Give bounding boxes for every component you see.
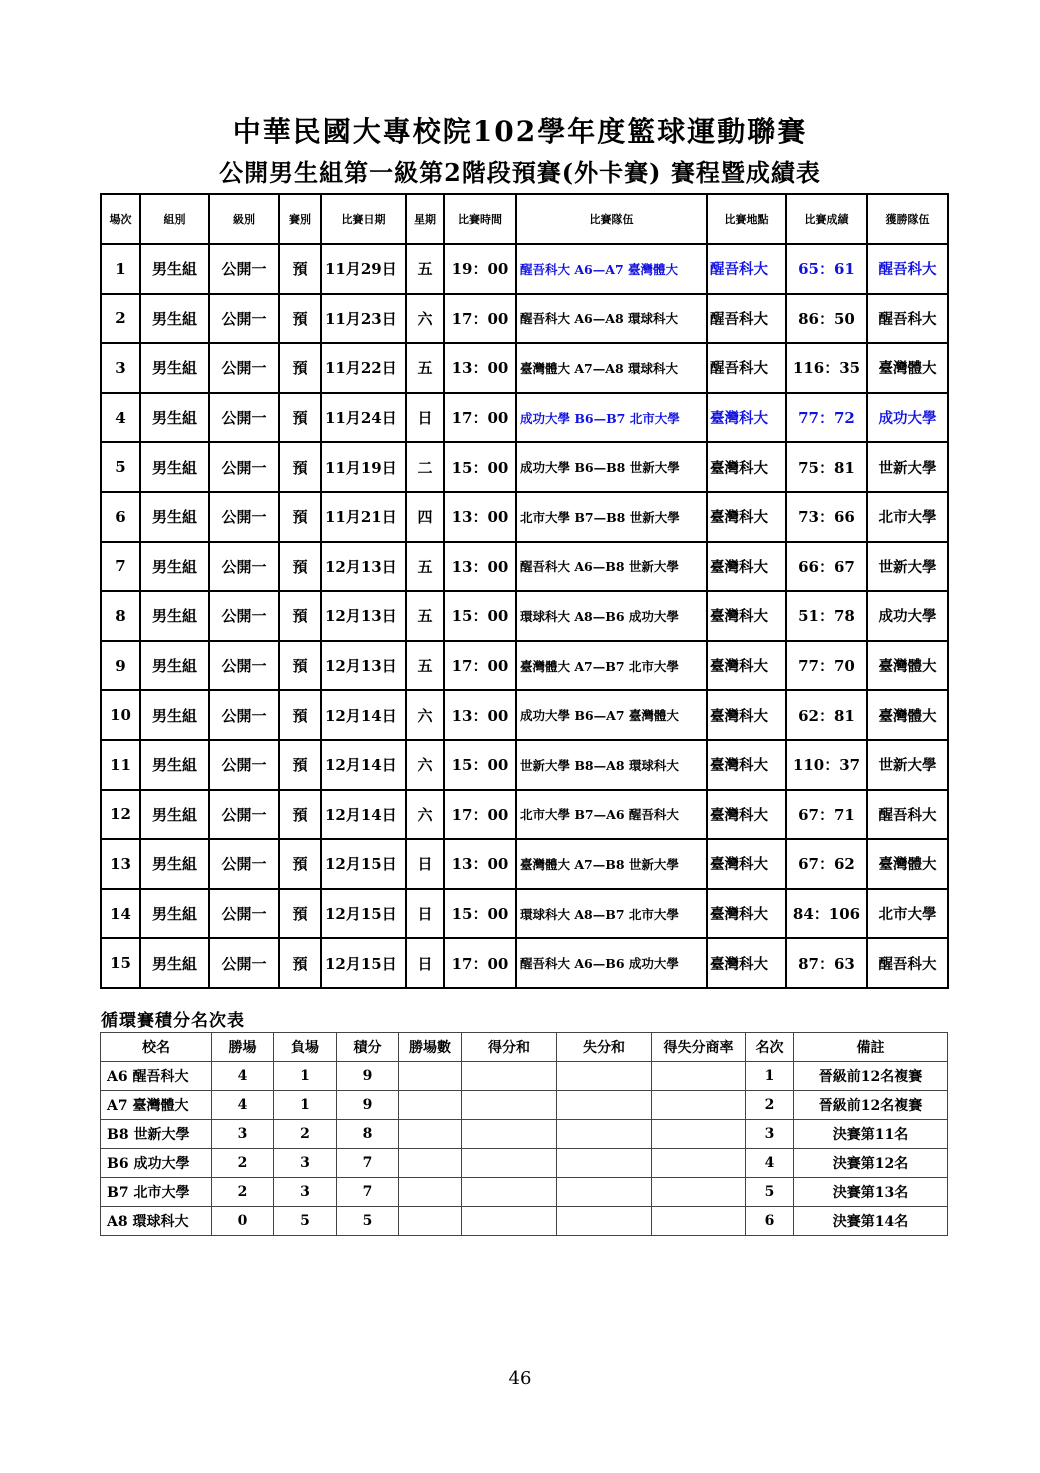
level-cell: 公開一	[209, 343, 279, 393]
points-for-cell	[462, 1091, 557, 1120]
match-no-cell: 6	[101, 492, 140, 542]
teams-cell: 醒吾科大 A6—B8 世新大學	[516, 542, 707, 592]
match-no-cell: 11	[101, 740, 140, 790]
teams-cell: 成功大學 B6—B8 世新大學	[516, 442, 707, 492]
type-cell: 預	[279, 393, 321, 443]
col-header-match-no: 場次	[101, 194, 140, 244]
venue-cell: 醒吾科大	[707, 343, 786, 393]
schedule-row	[101, 343, 948, 393]
score-cell: 67：71	[786, 790, 867, 840]
points-cell: 9	[337, 1062, 399, 1091]
time-cell: 13：00	[444, 690, 516, 740]
teams-cell: 醒吾科大 A6—B6 成功大學	[516, 938, 707, 988]
points-against-cell	[557, 1120, 652, 1149]
col-header-teams: 比賽隊伍	[516, 194, 707, 244]
col-header-weekday: 星期	[406, 194, 444, 244]
date-cell: 12月14日	[321, 790, 406, 840]
venue-cell: 臺灣科大	[707, 740, 786, 790]
standings-row	[101, 1149, 948, 1178]
teams-cell: 臺灣體大 A7—B7 北市大學	[516, 641, 707, 691]
venue-cell: 臺灣科大	[707, 393, 786, 443]
date-cell: 11月22日	[321, 343, 406, 393]
winner-cell: 成功大學	[867, 591, 948, 641]
weekday-cell: 日	[406, 393, 444, 443]
col-header-school: 校名	[101, 1033, 212, 1062]
match-no-cell: 4	[101, 393, 140, 443]
teams-cell: 北市大學 B7—A6 醒吾科大	[516, 790, 707, 840]
rank-cell: 5	[746, 1178, 794, 1207]
type-cell: 預	[279, 244, 321, 294]
match-no-cell: 1	[101, 244, 140, 294]
winner-cell: 世新大學	[867, 740, 948, 790]
winner-cell: 臺灣體大	[867, 641, 948, 691]
schedule-row	[101, 294, 948, 344]
win-count-cell	[399, 1091, 462, 1120]
wins-cell: 3	[212, 1120, 274, 1149]
losses-cell: 1	[274, 1091, 337, 1120]
score-cell: 86：50	[786, 294, 867, 344]
col-header-points: 積分	[337, 1033, 399, 1062]
type-cell: 預	[279, 790, 321, 840]
col-header-winner: 獲勝隊伍	[867, 194, 948, 244]
losses-cell: 1	[274, 1062, 337, 1091]
rank-cell: 3	[746, 1120, 794, 1149]
match-no-cell: 13	[101, 839, 140, 889]
group-cell: 男生組	[140, 690, 209, 740]
time-cell: 15：00	[444, 442, 516, 492]
col-header-score: 比賽成績	[786, 194, 867, 244]
group-cell: 男生組	[140, 790, 209, 840]
points-against-cell	[557, 1062, 652, 1091]
schedule-row	[101, 542, 948, 592]
group-cell: 男生組	[140, 343, 209, 393]
col-header-losses: 負場	[274, 1033, 337, 1062]
date-cell: 12月14日	[321, 740, 406, 790]
points-cell: 8	[337, 1120, 399, 1149]
type-cell: 預	[279, 542, 321, 592]
group-cell: 男生組	[140, 393, 209, 443]
winner-cell: 北市大學	[867, 889, 948, 939]
weekday-cell: 日	[406, 938, 444, 988]
score-cell: 84：106	[786, 889, 867, 939]
standings-row	[101, 1207, 948, 1236]
match-no-cell: 9	[101, 641, 140, 691]
teams-cell: 臺灣體大 A7—B8 世新大學	[516, 839, 707, 889]
time-cell: 17：00	[444, 938, 516, 988]
weekday-cell: 日	[406, 839, 444, 889]
group-cell: 男生組	[140, 839, 209, 889]
venue-cell: 臺灣科大	[707, 690, 786, 740]
venue-cell: 臺灣科大	[707, 938, 786, 988]
standings-row	[101, 1178, 948, 1207]
time-cell: 13：00	[444, 492, 516, 542]
teams-cell: 醒吾科大 A6—A8 環球科大	[516, 294, 707, 344]
type-cell: 預	[279, 839, 321, 889]
school-cell: B6 成功大學	[101, 1149, 212, 1178]
type-cell: 預	[279, 442, 321, 492]
group-cell: 男生組	[140, 442, 209, 492]
schedule-row	[101, 740, 948, 790]
score-cell: 75：81	[786, 442, 867, 492]
time-cell: 15：00	[444, 591, 516, 641]
page-number: 46	[508, 1368, 532, 1389]
schedule-body	[101, 244, 948, 988]
match-no-cell: 2	[101, 294, 140, 344]
time-cell: 13：00	[444, 343, 516, 393]
date-cell: 11月29日	[321, 244, 406, 294]
standings-row	[101, 1120, 948, 1149]
level-cell: 公開一	[209, 790, 279, 840]
col-header-type: 賽別	[279, 194, 321, 244]
wins-cell: 4	[212, 1062, 274, 1091]
losses-cell: 3	[274, 1149, 337, 1178]
date-cell: 12月13日	[321, 591, 406, 641]
date-cell: 12月15日	[321, 839, 406, 889]
teams-cell: 成功大學 B6—A7 臺灣體大	[516, 690, 707, 740]
standings-header-row	[101, 1033, 948, 1062]
match-no-cell: 10	[101, 690, 140, 740]
group-cell: 男生組	[140, 244, 209, 294]
time-cell: 13：00	[444, 839, 516, 889]
losses-cell: 2	[274, 1120, 337, 1149]
type-cell: 預	[279, 690, 321, 740]
col-header-points-for: 得分和	[462, 1033, 557, 1062]
group-cell: 男生組	[140, 294, 209, 344]
type-cell: 預	[279, 938, 321, 988]
wins-cell: 4	[212, 1091, 274, 1120]
rank-cell: 2	[746, 1091, 794, 1120]
date-cell: 12月15日	[321, 889, 406, 939]
venue-cell: 臺灣科大	[707, 889, 786, 939]
date-cell: 11月19日	[321, 442, 406, 492]
winner-cell: 醒吾科大	[867, 938, 948, 988]
weekday-cell: 日	[406, 889, 444, 939]
level-cell: 公開一	[209, 542, 279, 592]
schedule-row	[101, 790, 948, 840]
weekday-cell: 五	[406, 542, 444, 592]
date-cell: 12月13日	[321, 641, 406, 691]
winner-cell: 世新大學	[867, 442, 948, 492]
time-cell: 17：00	[444, 393, 516, 443]
school-cell: B8 世新大學	[101, 1120, 212, 1149]
standings-caption: 循環賽積分名次表	[101, 1011, 245, 1031]
points-against-cell	[557, 1178, 652, 1207]
group-cell: 男生組	[140, 641, 209, 691]
group-cell: 男生組	[140, 492, 209, 542]
win-count-cell	[399, 1062, 462, 1091]
winner-cell: 臺灣體大	[867, 690, 948, 740]
level-cell: 公開一	[209, 393, 279, 443]
points-for-cell	[462, 1120, 557, 1149]
ratio-cell	[652, 1149, 746, 1178]
score-cell: 73：66	[786, 492, 867, 542]
col-header-wins: 勝場	[212, 1033, 274, 1062]
standings-row	[101, 1091, 948, 1120]
ratio-cell	[652, 1120, 746, 1149]
score-cell: 51：78	[786, 591, 867, 641]
time-cell: 17：00	[444, 641, 516, 691]
match-no-cell: 8	[101, 591, 140, 641]
schedule-row	[101, 442, 948, 492]
venue-cell: 醒吾科大	[707, 294, 786, 344]
level-cell: 公開一	[209, 889, 279, 939]
schedule-row	[101, 690, 948, 740]
rank-cell: 1	[746, 1062, 794, 1091]
weekday-cell: 四	[406, 492, 444, 542]
match-no-cell: 5	[101, 442, 140, 492]
schedule-row	[101, 591, 948, 641]
note-cell: 決賽第11名	[794, 1120, 948, 1149]
time-cell: 15：00	[444, 740, 516, 790]
document-title: 中華民國大專校院102學年度籃球運動聯賽	[232, 115, 808, 148]
score-cell: 77：72	[786, 393, 867, 443]
ratio-cell	[652, 1178, 746, 1207]
school-cell: B7 北市大學	[101, 1178, 212, 1207]
group-cell: 男生組	[140, 740, 209, 790]
points-for-cell	[462, 1149, 557, 1178]
winner-cell: 臺灣體大	[867, 343, 948, 393]
schedule-row	[101, 244, 948, 294]
venue-cell: 臺灣科大	[707, 542, 786, 592]
date-cell: 12月14日	[321, 690, 406, 740]
schedule-row	[101, 889, 948, 939]
score-cell: 65：61	[786, 244, 867, 294]
points-cell: 5	[337, 1207, 399, 1236]
venue-cell: 醒吾科大	[707, 244, 786, 294]
standings-body	[101, 1062, 948, 1236]
school-cell: A7 臺灣體大	[101, 1091, 212, 1120]
schedule-row	[101, 641, 948, 691]
col-header-date: 比賽日期	[321, 194, 406, 244]
schedule-table	[100, 193, 949, 989]
win-count-cell	[399, 1178, 462, 1207]
type-cell: 預	[279, 889, 321, 939]
weekday-cell: 五	[406, 244, 444, 294]
weekday-cell: 五	[406, 343, 444, 393]
match-no-cell: 15	[101, 938, 140, 988]
teams-cell: 北市大學 B7—B8 世新大學	[516, 492, 707, 542]
note-cell: 決賽第13名	[794, 1178, 948, 1207]
weekday-cell: 六	[406, 790, 444, 840]
score-cell: 87：63	[786, 938, 867, 988]
type-cell: 預	[279, 492, 321, 542]
level-cell: 公開一	[209, 442, 279, 492]
col-header-level: 級別	[209, 194, 279, 244]
type-cell: 預	[279, 343, 321, 393]
score-cell: 110：37	[786, 740, 867, 790]
weekday-cell: 五	[406, 591, 444, 641]
points-against-cell	[557, 1091, 652, 1120]
venue-cell: 臺灣科大	[707, 839, 786, 889]
col-header-group: 組別	[140, 194, 209, 244]
type-cell: 預	[279, 591, 321, 641]
date-cell: 11月21日	[321, 492, 406, 542]
score-cell: 116：35	[786, 343, 867, 393]
venue-cell: 臺灣科大	[707, 591, 786, 641]
teams-cell: 環球科大 A8—B7 北市大學	[516, 889, 707, 939]
level-cell: 公開一	[209, 740, 279, 790]
note-cell: 晉級前12名複賽	[794, 1091, 948, 1120]
group-cell: 男生組	[140, 889, 209, 939]
schedule-header-row	[101, 194, 948, 244]
teams-cell: 成功大學 B6—B7 北市大學	[516, 393, 707, 443]
match-no-cell: 14	[101, 889, 140, 939]
points-for-cell	[462, 1062, 557, 1091]
school-cell: A8 環球科大	[101, 1207, 212, 1236]
match-no-cell: 3	[101, 343, 140, 393]
win-count-cell	[399, 1149, 462, 1178]
level-cell: 公開一	[209, 492, 279, 542]
type-cell: 預	[279, 294, 321, 344]
weekday-cell: 六	[406, 690, 444, 740]
note-cell: 晉級前12名複賽	[794, 1062, 948, 1091]
teams-cell: 世新大學 B8—A8 環球科大	[516, 740, 707, 790]
level-cell: 公開一	[209, 938, 279, 988]
level-cell: 公開一	[209, 641, 279, 691]
wins-cell: 2	[212, 1149, 274, 1178]
col-header-points-against: 失分和	[557, 1033, 652, 1062]
time-cell: 17：00	[444, 790, 516, 840]
col-header-note: 備註	[794, 1033, 948, 1062]
date-cell: 11月23日	[321, 294, 406, 344]
winner-cell: 北市大學	[867, 492, 948, 542]
points-for-cell	[462, 1178, 557, 1207]
points-against-cell	[557, 1207, 652, 1236]
ratio-cell	[652, 1207, 746, 1236]
rank-cell: 4	[746, 1149, 794, 1178]
time-cell: 17：00	[444, 294, 516, 344]
ratio-cell	[652, 1091, 746, 1120]
level-cell: 公開一	[209, 690, 279, 740]
match-no-cell: 12	[101, 790, 140, 840]
note-cell: 決賽第12名	[794, 1149, 948, 1178]
schedule-row	[101, 393, 948, 443]
col-header-ratio: 得失分商率	[652, 1033, 746, 1062]
venue-cell: 臺灣科大	[707, 442, 786, 492]
winner-cell: 臺灣體大	[867, 839, 948, 889]
date-cell: 12月13日	[321, 542, 406, 592]
weekday-cell: 五	[406, 641, 444, 691]
score-cell: 77：70	[786, 641, 867, 691]
weekday-cell: 二	[406, 442, 444, 492]
wins-cell: 2	[212, 1178, 274, 1207]
weekday-cell: 六	[406, 740, 444, 790]
points-for-cell	[462, 1207, 557, 1236]
note-cell: 決賽第14名	[794, 1207, 948, 1236]
schedule-row	[101, 492, 948, 542]
school-cell: A6 醒吾科大	[101, 1062, 212, 1091]
venue-cell: 臺灣科大	[707, 790, 786, 840]
col-header-rank: 名次	[746, 1033, 794, 1062]
level-cell: 公開一	[209, 591, 279, 641]
winner-cell: 成功大學	[867, 393, 948, 443]
weekday-cell: 六	[406, 294, 444, 344]
standings-table	[100, 1032, 948, 1236]
points-cell: 9	[337, 1091, 399, 1120]
level-cell: 公開一	[209, 244, 279, 294]
type-cell: 預	[279, 740, 321, 790]
document-subtitle: 公開男生組第一級第2階段預賽(外卡賽) 賽程暨成績表	[219, 158, 821, 187]
match-no-cell: 7	[101, 542, 140, 592]
col-header-venue: 比賽地點	[707, 194, 786, 244]
score-cell: 67：62	[786, 839, 867, 889]
venue-cell: 臺灣科大	[707, 492, 786, 542]
losses-cell: 5	[274, 1207, 337, 1236]
schedule-row	[101, 938, 948, 988]
rank-cell: 6	[746, 1207, 794, 1236]
winner-cell: 醒吾科大	[867, 294, 948, 344]
col-header-win-count: 勝場數	[399, 1033, 462, 1062]
losses-cell: 3	[274, 1178, 337, 1207]
teams-cell: 臺灣體大 A7—A8 環球科大	[516, 343, 707, 393]
score-cell: 62：81	[786, 690, 867, 740]
level-cell: 公開一	[209, 294, 279, 344]
points-cell: 7	[337, 1178, 399, 1207]
winner-cell: 醒吾科大	[867, 244, 948, 294]
teams-cell: 醒吾科大 A6—A7 臺灣體大	[516, 244, 707, 294]
win-count-cell	[399, 1120, 462, 1149]
standings-row	[101, 1062, 948, 1091]
score-cell: 66：67	[786, 542, 867, 592]
date-cell: 11月24日	[321, 393, 406, 443]
group-cell: 男生組	[140, 938, 209, 988]
venue-cell: 臺灣科大	[707, 641, 786, 691]
date-cell: 12月15日	[321, 938, 406, 988]
winner-cell: 醒吾科大	[867, 790, 948, 840]
time-cell: 13：00	[444, 542, 516, 592]
group-cell: 男生組	[140, 591, 209, 641]
group-cell: 男生組	[140, 542, 209, 592]
ratio-cell	[652, 1062, 746, 1091]
level-cell: 公開一	[209, 839, 279, 889]
winner-cell: 世新大學	[867, 542, 948, 592]
win-count-cell	[399, 1207, 462, 1236]
wins-cell: 0	[212, 1207, 274, 1236]
teams-cell: 環球科大 A8—B6 成功大學	[516, 591, 707, 641]
points-against-cell	[557, 1149, 652, 1178]
col-header-time: 比賽時間	[444, 194, 516, 244]
schedule-row	[101, 839, 948, 889]
type-cell: 預	[279, 641, 321, 691]
time-cell: 19：00	[444, 244, 516, 294]
time-cell: 15：00	[444, 889, 516, 939]
points-cell: 7	[337, 1149, 399, 1178]
